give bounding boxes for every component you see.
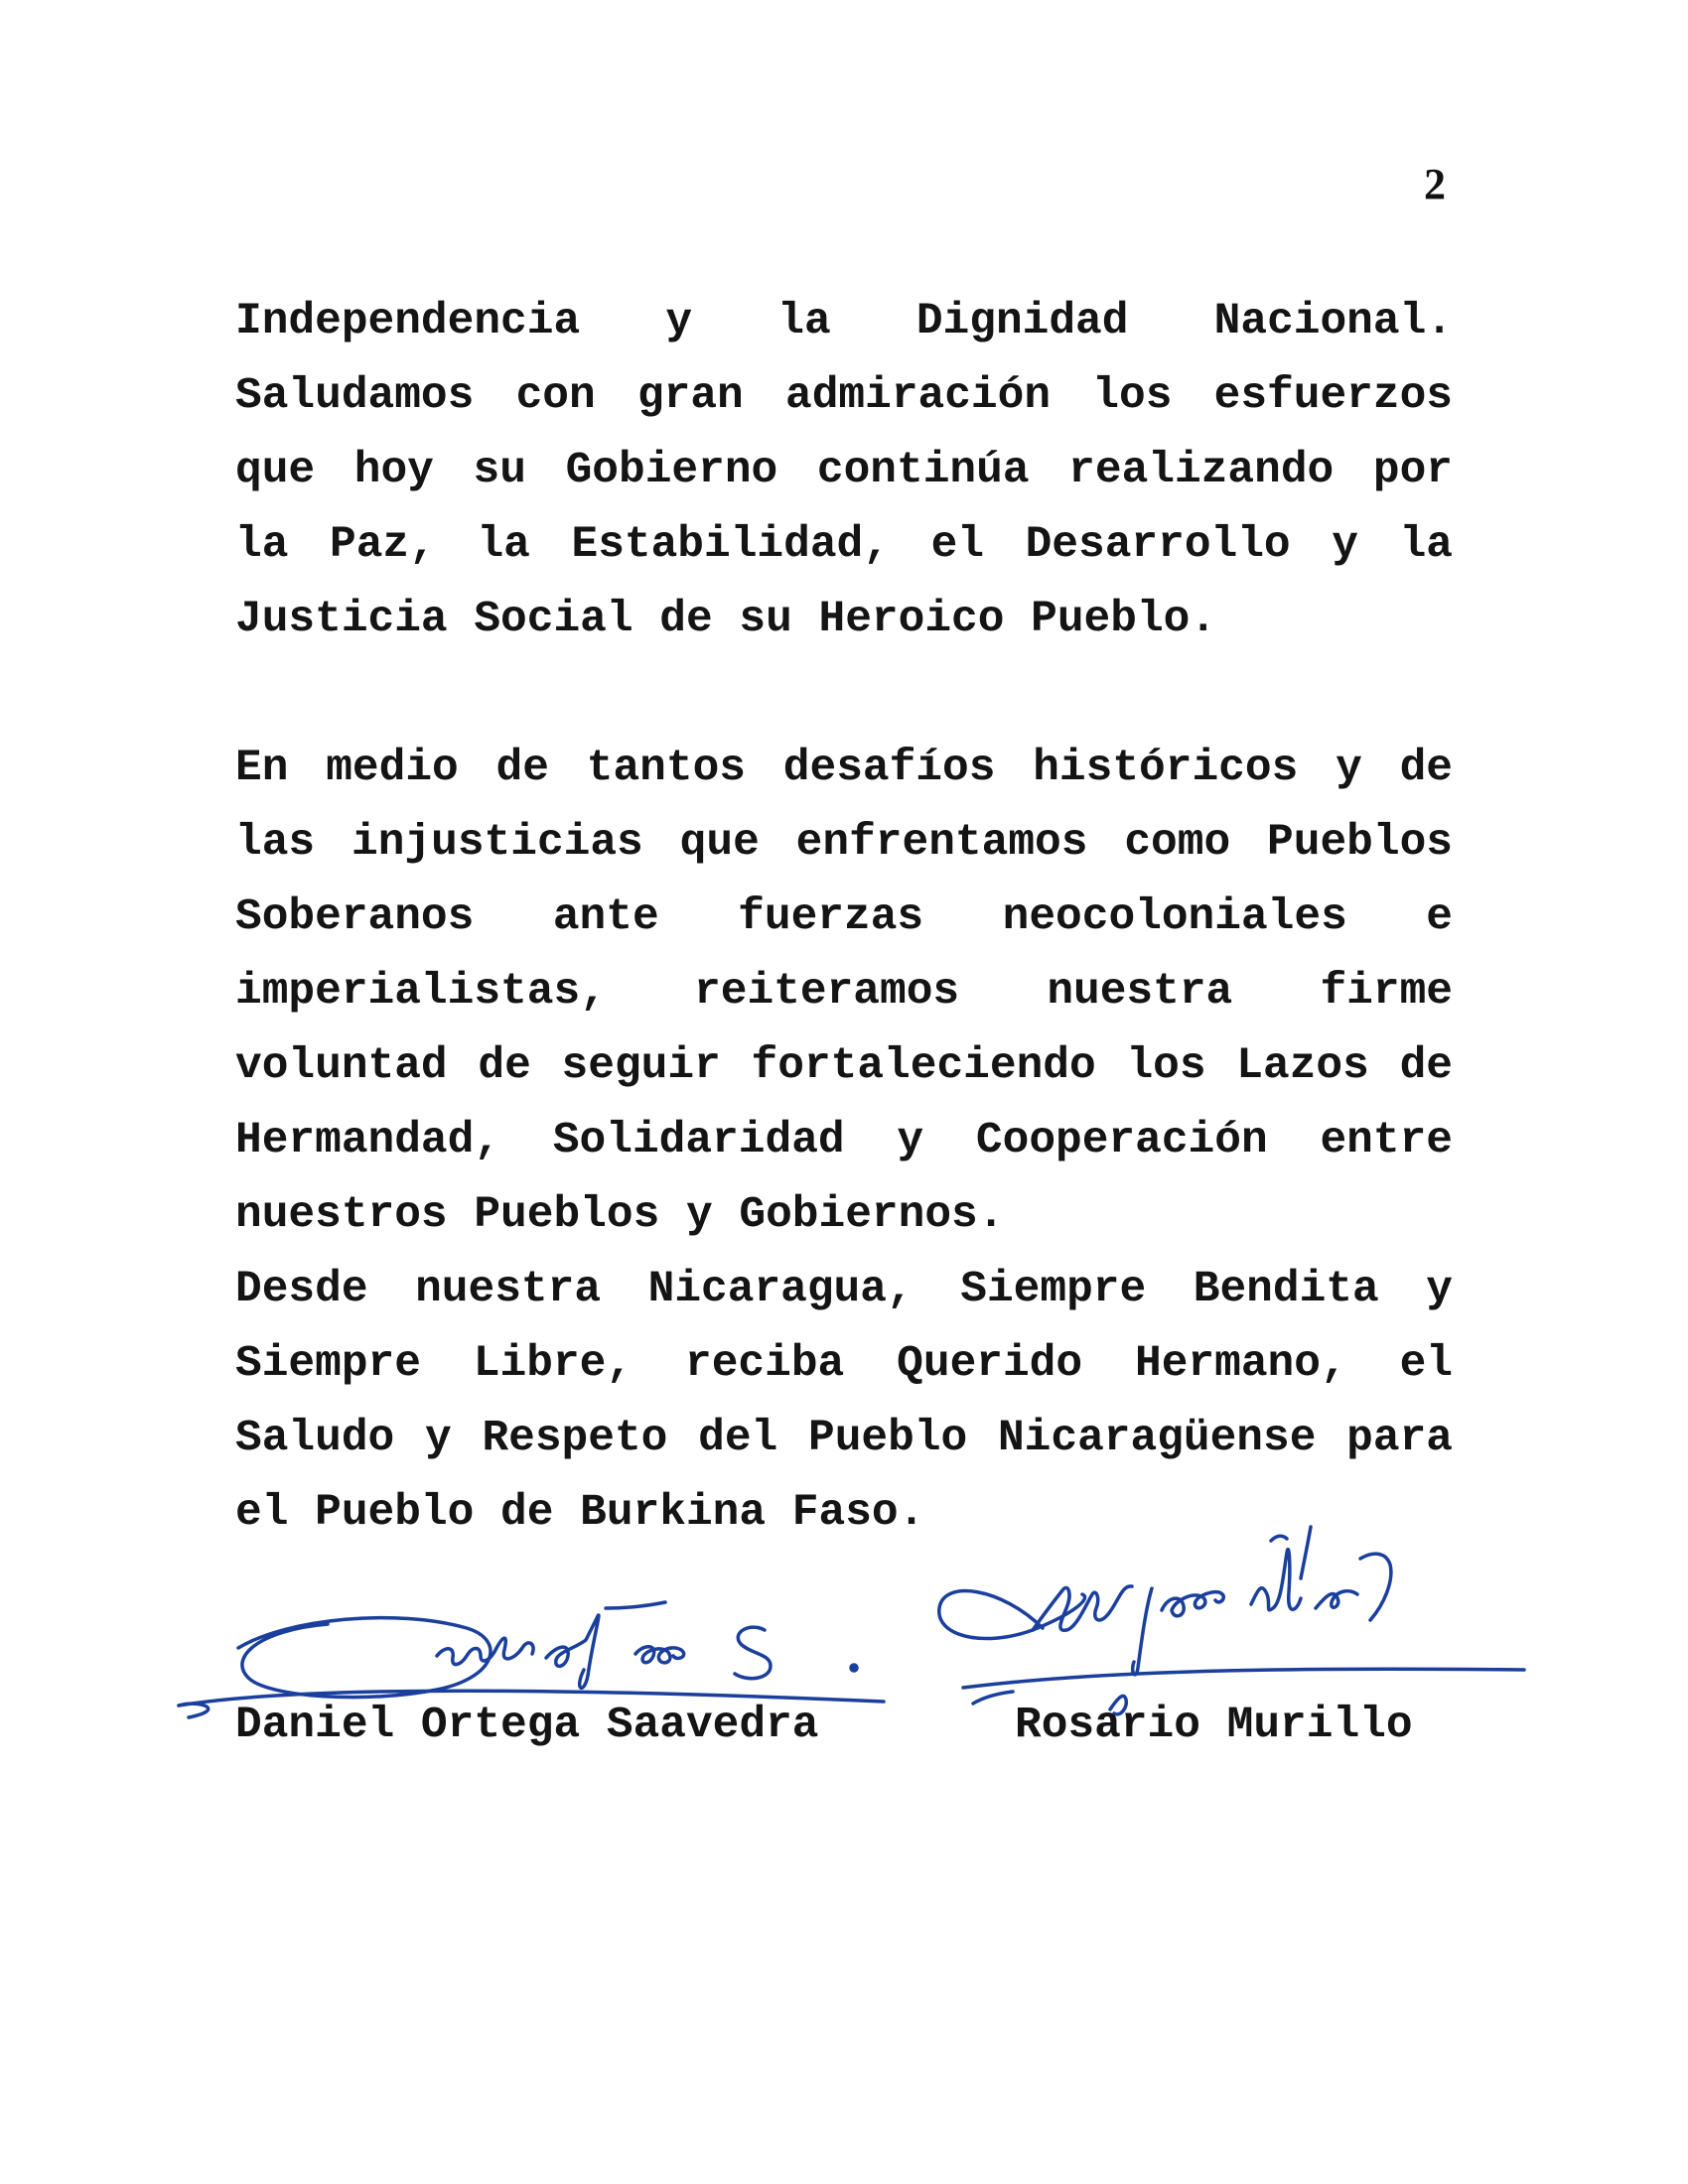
body-paragraph-2: En medio de tantos desafíos históricos y de las injusticias que enfrentamos como Pueblos Soberanos ante fuerzas neocoloniales e imperialistas, reiteramos nuestra firme voluntad de seguir fortaleciendo los Lazos de Hermandad, Solidaridad y Cooperación entre nuestros Pueblos y Gobiernos.	[235, 744, 1453, 1240]
body-paragraph-1: Independencia y la Dignidad Nacional. Saludamos con gran admiración los esfuerzos que hoy su Gobierno continúa realizando por la Paz, la Estabilidad, el Desarrollo y la Justicia Social de su Heroico Pueblo.	[235, 297, 1453, 644]
signature-rosario-murillo	[923, 1519, 1549, 1727]
signer-name-daniel-ortega: Daniel Ortega Saavedra	[235, 1701, 819, 1750]
signer-name-rosario-murillo: Rosario Murillo	[1015, 1701, 1413, 1750]
body-paragraph-3: Desde nuestra Nicaragua, Siempre Bendita y Siempre Libre, reciba Querido Hermano, el Saludo y Respeto del Pueblo Nicaragüense para el Pueblo de Burkina Faso.	[235, 1265, 1453, 1538]
page-number: 2	[1424, 160, 1446, 208]
signature-block	[0, 1519, 1688, 1777]
